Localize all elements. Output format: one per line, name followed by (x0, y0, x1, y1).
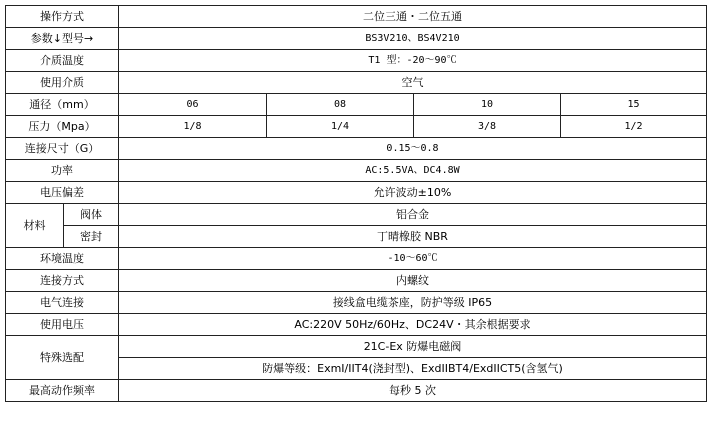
value-material-seal: 丁晴橡胶 NBR (119, 226, 707, 248)
label-special-options: 特殊选配 (6, 336, 119, 380)
table-row (6, 336, 707, 358)
table-row (6, 94, 707, 116)
label-material-body: 阀体 (64, 204, 119, 226)
value-model: BS3V210、BS4V210 (119, 28, 707, 50)
value-operating-voltage: AC:220V 50Hz/60Hz、DC24V・其余根据要求 (119, 314, 707, 336)
table-row (6, 72, 707, 94)
value-special-options-line2: 防爆等级：ExmI/IIT4(浇封型)、ExdIIBT4/ExdIICT5(含氢气) (119, 358, 707, 380)
table-row (6, 116, 707, 138)
table-row (6, 50, 707, 72)
label-operation: 操作方式 (6, 6, 119, 28)
label-connection-size: 连接尺寸（G） (6, 138, 119, 160)
table-row (6, 226, 707, 248)
table-row (6, 292, 707, 314)
table-row (6, 138, 707, 160)
table-row (6, 160, 707, 182)
label-material: 材料 (6, 204, 64, 248)
value-electrical-connection: 接线盒电缆茶座，防护等级 IP65 (119, 292, 707, 314)
label-operating-voltage: 使用电压 (6, 314, 119, 336)
value-pressure-3: 3/8 (414, 116, 561, 138)
value-pressure-1: 1/8 (119, 116, 267, 138)
label-connection-method: 连接方式 (6, 270, 119, 292)
value-bore-3: 10 (414, 94, 561, 116)
value-special-options-line1: 21C-Ex 防爆电磁阀 (119, 336, 707, 358)
label-pressure: 压力（Mpa） (6, 116, 119, 138)
value-operation: 二位三通・二位五通 (119, 6, 707, 28)
table-row (6, 204, 707, 226)
label-ambient-temp: 环境温度 (6, 248, 119, 270)
value-bore-1: 06 (119, 94, 267, 116)
label-electrical-connection: 电气连接 (6, 292, 119, 314)
table-row (6, 28, 707, 50)
table-row (6, 6, 707, 28)
value-material-body: 铝合金 (119, 204, 707, 226)
label-model: 参数↓型号→ (6, 28, 119, 50)
value-medium: 空气 (119, 72, 707, 94)
table-row (6, 314, 707, 336)
value-max-frequency: 每秒 5 次 (119, 380, 707, 402)
value-bore-4: 15 (561, 94, 707, 116)
value-pressure-2: 1/4 (267, 116, 414, 138)
table-row (6, 380, 707, 402)
label-bore: 通径（mm） (6, 94, 119, 116)
value-connection-method: 内螺纹 (119, 270, 707, 292)
table-row (6, 270, 707, 292)
spec-table (5, 5, 707, 402)
label-power: 功率 (6, 160, 119, 182)
value-ambient-temp: -10～60℃ (119, 248, 707, 270)
value-power: AC:5.5VA、DC4.8W (119, 160, 707, 182)
table-row (6, 182, 707, 204)
label-medium: 使用介质 (6, 72, 119, 94)
value-voltage-deviation: 允许波动±10% (119, 182, 707, 204)
value-connection-size: 0.15～0.8 (119, 138, 707, 160)
label-medium-temp: 介质温度 (6, 50, 119, 72)
label-voltage-deviation: 电压偏差 (6, 182, 119, 204)
value-pressure-4: 1/2 (561, 116, 707, 138)
value-medium-temp: T1 型：-20～90℃ (119, 50, 707, 72)
label-material-seal: 密封 (64, 226, 119, 248)
label-max-frequency: 最高动作频率 (6, 380, 119, 402)
table-row (6, 248, 707, 270)
value-bore-2: 08 (267, 94, 414, 116)
